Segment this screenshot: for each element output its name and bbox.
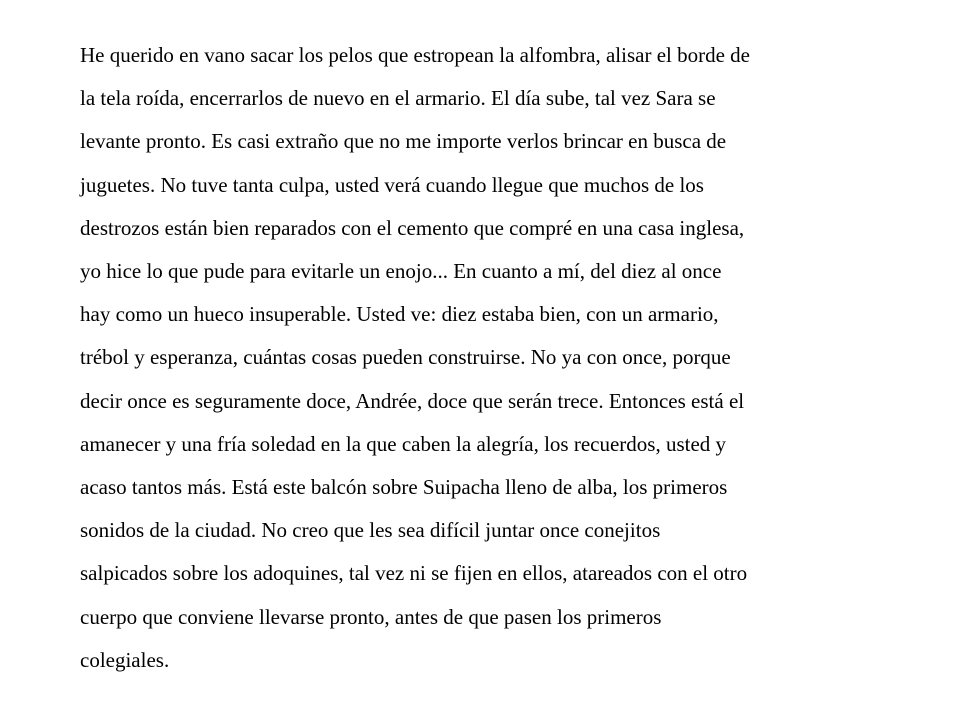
text-line-10: amanecer y una fría soledad en la que caben la alegría, los recuerdos, usted y (80, 431, 727, 456)
text-line-11: acaso tantos más. Está este balcón sobre Suipacha lleno de alba, los primeros (80, 475, 728, 500)
text-line-1: He querido en vano sacar los pelos que estropean la alfombra, alisar el borde de (80, 43, 750, 67)
text-line-6: yo hice lo que pude para evitarle un enojo... En cuanto a mí, del diez al once (80, 259, 722, 284)
text-line-8: trébol y esperanza, cuántas cosas pueden construirse. No ya con once, porque (80, 345, 731, 370)
text-line-15: colegiales. (80, 647, 170, 672)
text-line-7: hay como un hueco insuperable. Usted ve: diez estaba bien, con un armario, (80, 302, 719, 327)
text-line-2: la tela roída, encerrarlos de nuevo en el armario. El día sube, tal vez Sara se (80, 86, 716, 111)
text-line-12: sonidos de la ciudad. No creo que les sea difícil juntar once conejitos (80, 518, 661, 543)
paragraph (80, 34, 880, 682)
text-line-13: salpicados sobre los adoquines, tal vez ni se fijen en ellos, atareados con el otro (80, 561, 748, 586)
text-line-4: juguetes. No tuve tanta culpa, usted verá cuando llegue que muchos de los (80, 172, 704, 197)
text-line-5: destrozos están bien reparados con el cemento que compré en una casa inglesa, (80, 215, 745, 240)
text-line-14: cuerpo que conviene llevarse pronto, antes de que pasen los primeros (80, 604, 662, 629)
text-line-9: decir once es seguramente doce, Andrée, doce que serán trece. Entonces está el (80, 388, 745, 413)
text-line-3: levante pronto. Es casi extraño que no me importe verlos brincar en busca de (80, 129, 727, 154)
